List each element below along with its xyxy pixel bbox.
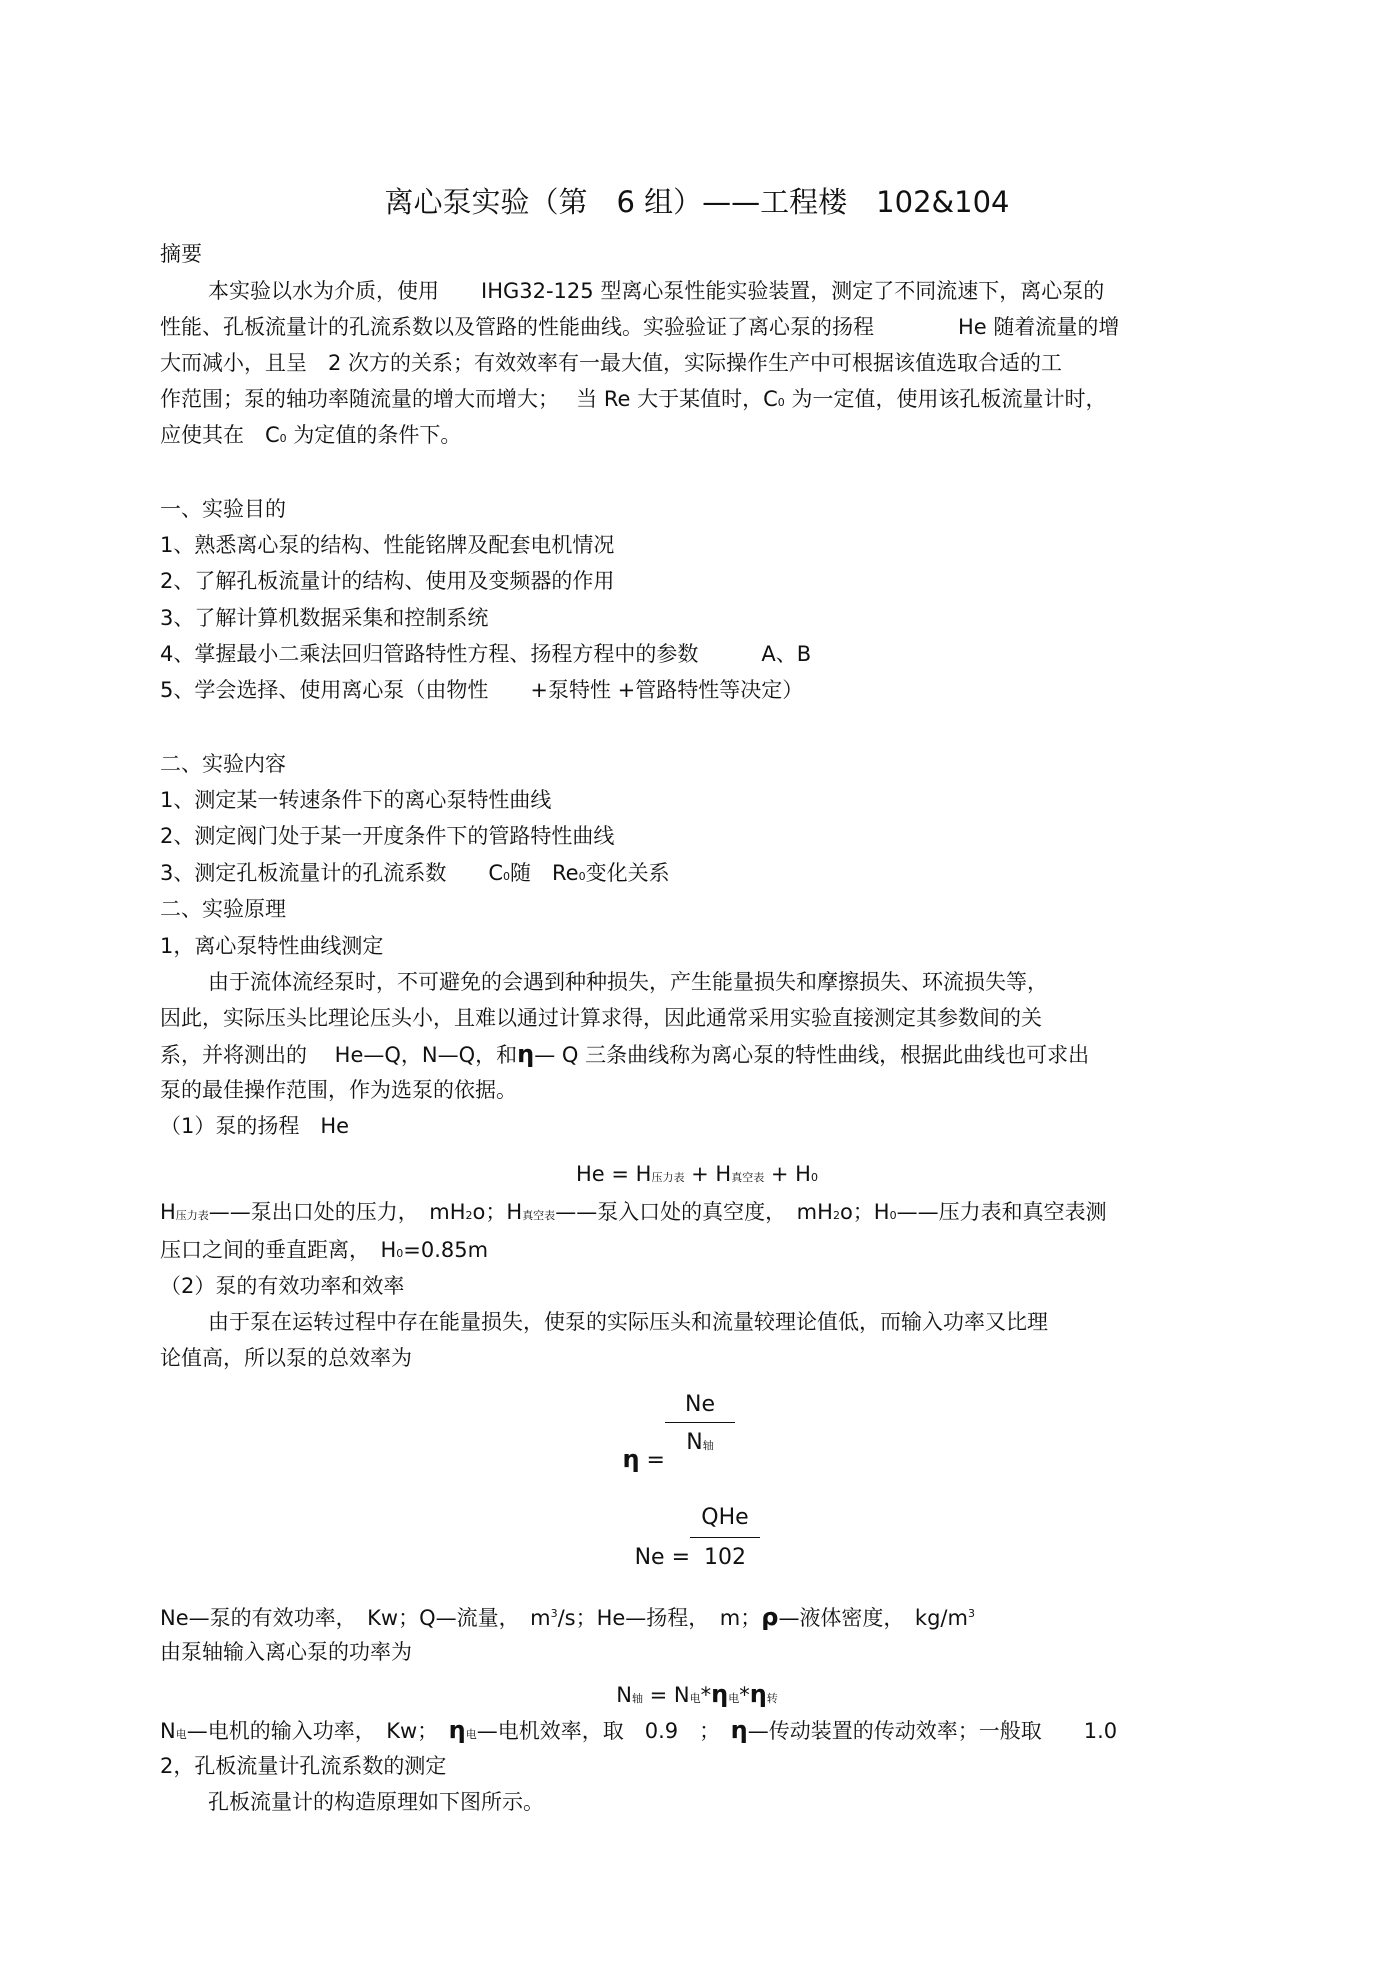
abstract-line: 性能、孔板流量计的孔流系数以及管路的性能曲线。实验验证了离心泵的扬程 He 随着流量的增 (160, 315, 1120, 339)
section-heading: 二、实验原理 (160, 897, 286, 921)
fraction-bar (665, 1422, 735, 1423)
list-item: 4、掌握最小二乘法回归管路特性方程、扬程方程中的参数 A、B (160, 642, 812, 666)
section-heading: 二、实验内容 (160, 752, 286, 776)
paragraph-line: 论值高，所以泵的总效率为 (160, 1346, 412, 1370)
equation-head: He = H压力表 + H真空表 + H0 (576, 1162, 818, 1186)
definition-line: 压口之间的垂直距离， H0=0.85m (160, 1238, 489, 1262)
list-item: 2、了解孔板流量计的结构、使用及变频器的作用 (160, 569, 615, 593)
definition-line: Ne—泵的有效功率， Kw；Q—流量， $m^3/s$；He—扬程， m；ρ—液体密度， $kg/m^3$ (160, 1603, 975, 1631)
paragraph-line: 因此，实际压头比理论压头小，且难以通过计算求得，因此通常采用实验直接测定其参数间的关 (160, 1006, 1042, 1030)
abstract-heading: 摘要 (160, 242, 202, 266)
abstract-line: 大而减小，且呈 2 次方的关系；有效效率有一最大值，实际操作生产中可根据该值选取合适的工 (160, 351, 1063, 375)
paragraph-line: 由于泵在运转过程中存在能量损失，使泵的实际压头和流量较理论值低，而输入功率又比理 (208, 1310, 1048, 1334)
abstract-line: 作范围；泵的轴功率随流量的增大而增大； 当 Re 大于某值时，C0 为一定值，使用该孔板流量计时， (160, 387, 1107, 411)
efficiency-denominator: N轴 (686, 1430, 714, 1455)
list-item: 5、学会选择、使用离心泵（由物性 +泵特性 +管路特性等决定） (160, 678, 804, 702)
subsection-heading: 1，离心泵特性曲线测定 (160, 934, 384, 958)
abstract-line: 应使其在 C0 为定值的条件下。 (160, 423, 462, 447)
power-numerator: QHe (701, 1505, 749, 1530)
abstract-line: 本实验以水为介质，使用 IHG32-125 型离心泵性能实验装置，测定了不同流速下，离心泵的 (208, 279, 1105, 303)
definition-line: H压力表——泵出口处的压力， mH2o；H真空表——泵入口处的真空度， mH2o；H0——压力表和真空表测 (160, 1200, 1107, 1224)
paragraph-line: 由于流体流经泵时，不可避免的会遇到种种损失，产生能量损失和摩擦损失、环流损失等， (208, 970, 1048, 994)
paragraph-line: 孔板流量计的构造原理如下图所示。 (208, 1790, 544, 1814)
list-item: 2、测定阀门处于某一开度条件下的管路特性曲线 (160, 824, 615, 848)
shaft-power-equation: N轴 = N电*η电*η转 (616, 1680, 778, 1708)
list-item: 3、了解计算机数据采集和控制系统 (160, 606, 489, 630)
power-lhs: Ne = (634, 1545, 690, 1570)
subsection-heading: （2）泵的有效功率和效率 (160, 1274, 405, 1298)
power-denominator: 102 (704, 1545, 746, 1570)
paragraph-line: 系，并将测出的 He—Q，N—Q，和η— Q 三条曲线称为离心泵的特性曲线，根据此曲线也可求出 (160, 1040, 1090, 1068)
paragraph-line: 由泵轴输入离心泵的功率为 (160, 1640, 412, 1664)
definition-line: N电—电机的输入功率， Kw； η电—电机效率，取 0.9 ； η—传动装置的传动效率；一般取 1.0 (160, 1716, 1118, 1744)
efficiency-lhs: η = (622, 1445, 665, 1473)
eta-symbol: η (517, 1040, 535, 1068)
section-heading: 一、实验目的 (160, 497, 286, 521)
subsection-heading: 2，孔板流量计孔流系数的测定 (160, 1754, 447, 1778)
subsection-heading: （1）泵的扬程 He (160, 1114, 350, 1138)
fraction-bar (690, 1537, 760, 1538)
page-title: 离心泵实验（第 6 组）——工程楼 102&104 (384, 185, 1010, 219)
list-item: 1、熟悉离心泵的结构、性能铭牌及配套电机情况 (160, 533, 615, 557)
paragraph-line: 泵的最佳操作范围，作为选泵的依据。 (160, 1078, 517, 1102)
list-item: 3、测定孔板流量计的孔流系数 C0随 Re0变化关系 (160, 861, 670, 885)
efficiency-numerator: Ne (685, 1392, 715, 1417)
rho-symbol: ρ (761, 1603, 779, 1631)
list-item: 1、测定某一转速条件下的离心泵特性曲线 (160, 788, 552, 812)
